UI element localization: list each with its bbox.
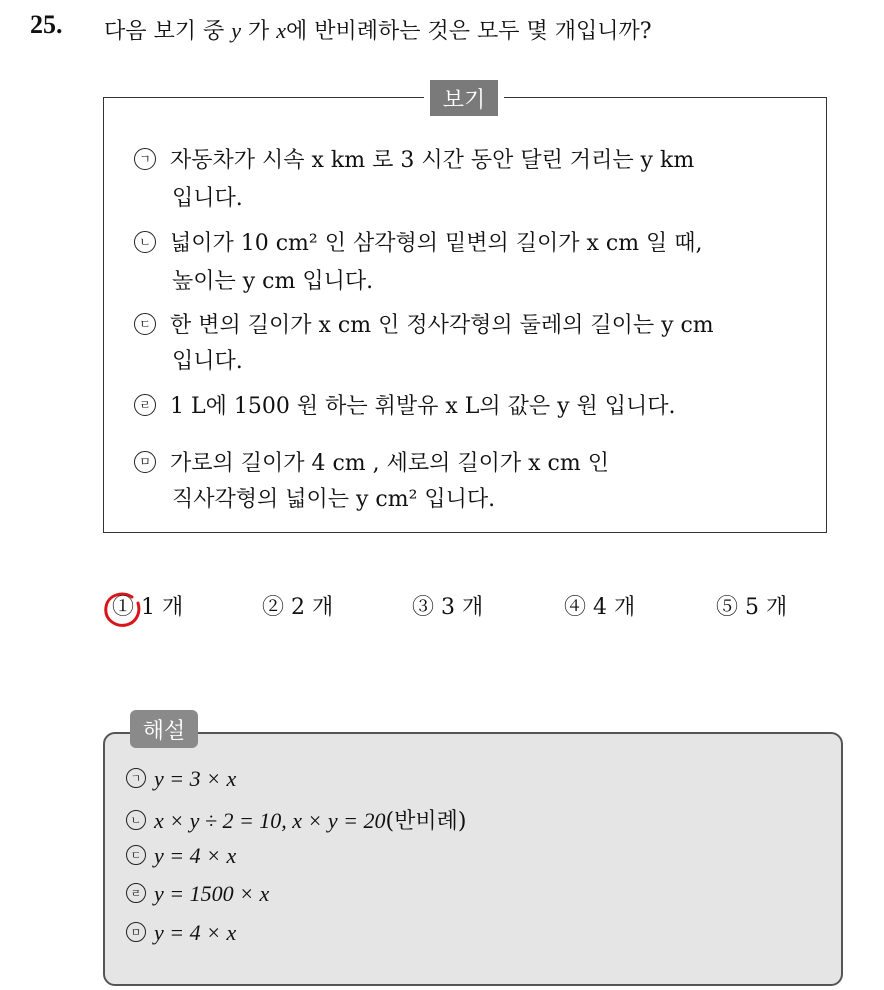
explanation-formula-5: y = 4 × x xyxy=(154,920,237,945)
choice-2[interactable] xyxy=(262,590,333,621)
bogi-item-5 xyxy=(134,446,609,482)
choice-5-label: 5 개 xyxy=(745,595,788,620)
explanation-line-4 xyxy=(126,881,269,907)
question-text-post: 에 반비례하는 것은 모두 몇 개입니까? xyxy=(286,19,652,44)
bogi-item-2-line1: 넓이가 10 cm² 인 삼각형의 밑변의 길이가 x cm 일 때, xyxy=(170,231,703,256)
bogi-item-4-line1: 1 L에 1500 원 하는 휘발유 x L의 값은 y 원 입니다. xyxy=(170,394,676,419)
choice-3[interactable] xyxy=(412,590,483,621)
choice-3-label: 3 개 xyxy=(441,595,484,620)
explanation-marker-3: ㄷ xyxy=(126,845,146,865)
choice-5[interactable] xyxy=(716,590,787,621)
explanation-formula-4: y = 1500 × x xyxy=(154,881,270,906)
bogi-item-5-line1: 가로의 길이가 4 cm , 세로의 길이가 x cm 인 xyxy=(170,451,609,476)
bogi-marker-3: ㄷ xyxy=(134,313,156,335)
explanation-formula-3: y = 4 × x xyxy=(154,843,237,868)
choice-4-number: ④ xyxy=(564,595,587,620)
question-text-pre: 다음 보기 중 xyxy=(104,19,225,44)
explanation-marker-4: ㄹ xyxy=(126,883,146,903)
bogi-marker-4: ㄹ xyxy=(134,394,156,416)
bogi-item-2 xyxy=(134,226,703,262)
bogi-marker-2: ㄴ xyxy=(134,231,156,253)
choice-2-label: 2 개 xyxy=(291,595,334,620)
choice-4[interactable] xyxy=(564,590,635,621)
explanation-line-1 xyxy=(126,766,236,792)
bogi-item-2-line2: 높이는 y cm 입니다. xyxy=(172,269,374,294)
bogi-item-3-line1: 한 변의 길이가 x cm 인 정사각형의 둘레의 길이는 y cm xyxy=(170,313,714,338)
bogi-item-1 xyxy=(134,143,694,179)
question-number: 25. xyxy=(30,10,63,39)
explanation-tag: 해설 xyxy=(130,710,198,748)
explanation-note-2: (반비례) xyxy=(385,809,467,834)
bogi-item-3-line2: 입니다. xyxy=(172,349,243,374)
explanation-line-3 xyxy=(126,843,236,869)
choice-1-label: 1 개 xyxy=(141,595,184,620)
bogi-marker-5: ㅁ xyxy=(134,451,156,473)
explanation-marker-1: ㄱ xyxy=(126,768,146,788)
bogi-marker-1: ㄱ xyxy=(134,148,156,170)
question-var-y: y xyxy=(231,18,242,43)
explanation-line-2 xyxy=(126,804,466,835)
bogi-item-5-line2: 직사각형의 넓이는 y cm² 입니다. xyxy=(172,487,496,512)
choice-1-number: ① xyxy=(112,595,135,620)
question-var-x: x xyxy=(276,18,287,43)
bogi-item-1-line1: 자동차가 시속 x km 로 3 시간 동안 달린 거리는 y km xyxy=(170,148,695,173)
explanation-marker-2: ㄴ xyxy=(126,810,146,830)
bogi-item-3 xyxy=(134,308,714,344)
explanation-formula-2: x × y ÷ 2 = 10, x × y = 20 xyxy=(154,808,386,833)
explanation-formula-1: y = 3 × x xyxy=(154,766,237,791)
explanation-line-5 xyxy=(126,920,236,946)
bogi-tag: 보기 xyxy=(430,80,498,116)
choice-3-number: ③ xyxy=(412,595,435,620)
choice-1[interactable] xyxy=(112,590,183,621)
bogi-item-4 xyxy=(134,389,676,425)
choice-5-number: ⑤ xyxy=(716,595,739,620)
question-text-mid: 가 xyxy=(248,19,270,44)
explanation-marker-5: ㅁ xyxy=(126,922,146,942)
bogi-item-1-line2: 입니다. xyxy=(172,186,243,211)
choice-4-label: 4 개 xyxy=(593,595,636,620)
question-text xyxy=(104,14,652,45)
choice-2-number: ② xyxy=(262,595,285,620)
